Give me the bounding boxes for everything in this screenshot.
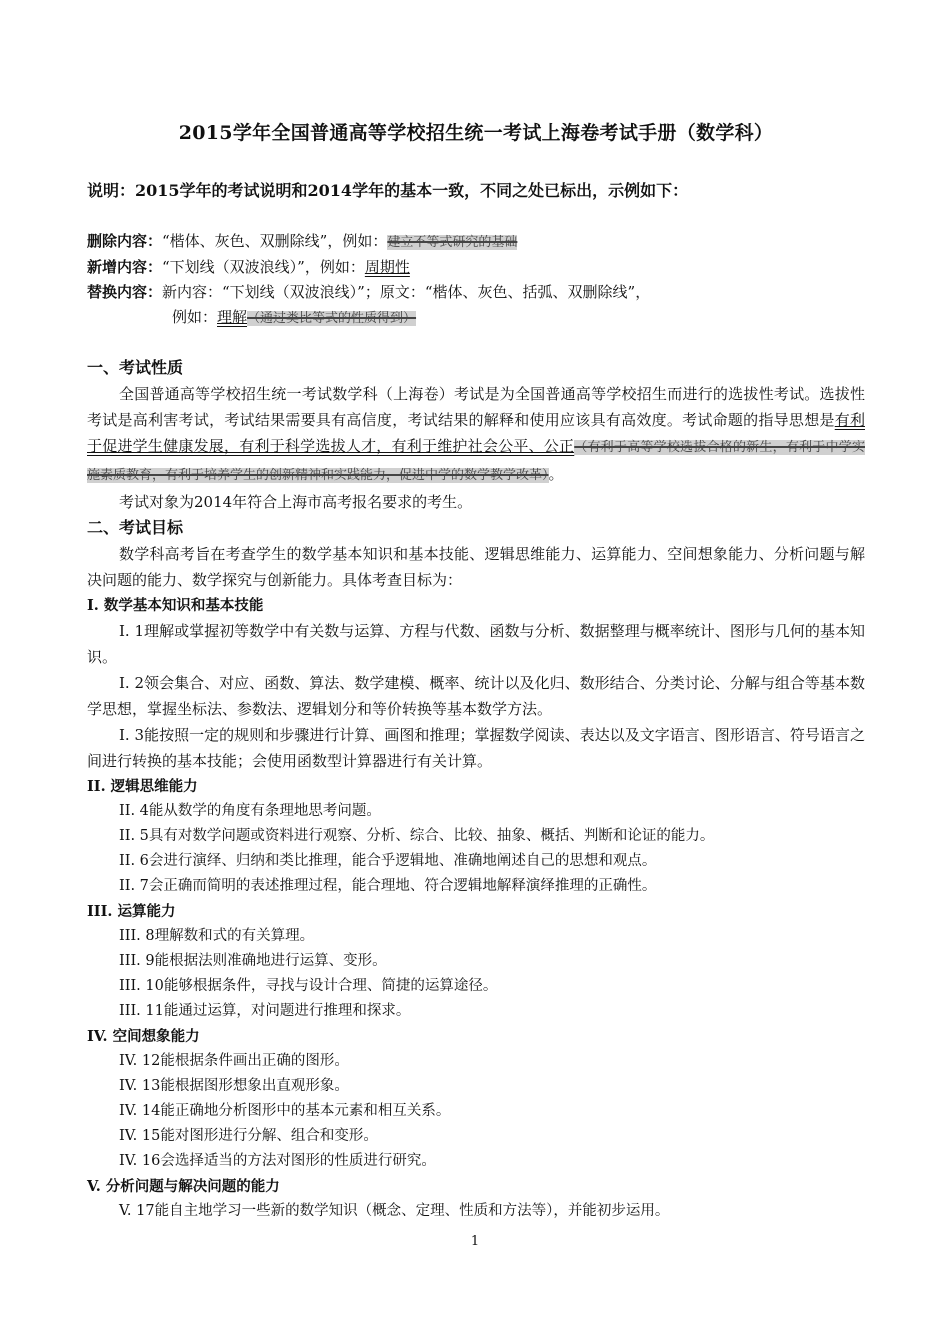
legend-replace-old: （通过类比等式的性质得到） — [247, 311, 417, 326]
goal-item-17: V. 17能自主地学习一些新的数学知识（概念、定理、性质和方法等），并能初步运用。 — [119, 1203, 670, 1219]
legend-add-label: 新增内容： — [87, 258, 163, 276]
goal-item-2: I. 2领会集合、对应、函数、算法、数学建模、概率、统计以及化归、数形结合、分类讨论、分解与组合等基本数学思想，掌握坐标法、参数法、逻辑划分和等价转换等基本数学方法。 — [87, 674, 865, 718]
section-heading-nature: 一、考试性质 — [87, 358, 184, 377]
markup-legend — [87, 229, 865, 331]
document-page — [87, 118, 865, 1224]
goal-group-2-title: II. 逻辑思维能力 — [87, 778, 198, 795]
goal-item-5: II. 5具有对数学问题或资料进行观察、分析、综合、比较、抽象、概括、判断和论证的能力。 — [119, 828, 715, 844]
goal-group-4-title: IV. 空间想象能力 — [87, 1028, 200, 1045]
nature-deleted-text: （有利于高等学校选拔合格的新生，有利于中学实施素质教育，有利于培养学生的创新精神和实践能力，促进中学的数学教学改革） — [87, 440, 865, 483]
legend-replace-label: 替换内容： — [87, 283, 163, 301]
legend-add-example: 周期性 — [364, 258, 410, 276]
legend-replace-new: 理解 — [217, 308, 248, 326]
goal-item-11: III. 11能通过运算，对问题进行推理和探求。 — [119, 1003, 411, 1019]
goal-group-5-title: V. 分析问题与解决问题的能力 — [87, 1178, 280, 1195]
goal-item-1: I. 1理解或掌握初等数学中有关数与运算、方程与代数、函数与分析、数据整理与概率统计、图形与几何的基本知识。 — [87, 622, 865, 666]
goal-item-16: IV. 16会选择适当的方法对图形的性质进行研究。 — [119, 1153, 436, 1169]
legend-replace-desc: 新内容：“下划线（双波浪线）”；原文：“楷体、灰色、括弧、双删除线”， — [162, 283, 651, 301]
goal-item-3: I. 3能按照一定的规则和步骤进行计算、画图和推理；掌握数学阅读、表达以及文字语言、图形语言、符号语言之间进行转换的基本技能；会使用函数型计算器进行有关计算。 — [87, 726, 865, 770]
goal-item-13: IV. 13能根据图形想象出直观形象。 — [119, 1078, 349, 1094]
goal-item-7: II. 7会正确而简明的表述推理过程，能合理地、符合逻辑地解释演绎推理的正确性。 — [119, 878, 657, 894]
nature-end: 。 — [548, 465, 564, 483]
legend-replace-example-row — [87, 305, 865, 331]
goal-item-8: III. 8理解数和式的有关算理。 — [119, 928, 315, 944]
page-number: 1 — [470, 1234, 480, 1249]
nature-new-text: 有利于促进学生健康发展，有利于科学选拔人才，有利于维护社会公平、公正 — [87, 411, 865, 455]
goal-item-6: II. 6会进行演绎、归纳和类比推理，能合乎逻辑地、准确地阐述自己的思想和观点。 — [119, 853, 657, 869]
goal-group-3-title: III. 运算能力 — [87, 903, 176, 920]
goal-item-12: IV. 12能根据条件画出正确的图形。 — [119, 1053, 349, 1069]
goal-item-15: IV. 15能对图形进行分解、组合和变形。 — [119, 1128, 378, 1144]
goal-item-14: IV. 14能正确地分析图形中的基本元素和相互关系。 — [119, 1103, 451, 1119]
legend-replace-prefix: 例如： — [172, 308, 218, 326]
nature-text: 全国普通高等学校招生统一考试数学科（上海卷）考试是为全国普通高等学校招生而进行的选拔性考试。选拔性考试是高利害考试，考试结果需要具有高信度，考试结果的解释和使用应该具有高效度。考试命题的指导思想是 — [87, 385, 865, 429]
section-goals-paragraph: 数学科高考旨在考查学生的数学基本知识和基本技能、逻辑思维能力、运算能力、空间想象能力、分析问题与解决问题的能力、数学探究与创新能力。具体考查目标为： — [87, 545, 865, 589]
goal-group-1-title: I. 数学基本知识和基本技能 — [87, 597, 264, 614]
document-title: 2015学年全国普通高等学校招生统一考试上海卷考试手册（数学科） — [178, 122, 774, 144]
section-nature-target: 考试对象为2014年符合上海市高考报名要求的考生。 — [119, 493, 473, 511]
legend-delete-label: 删除内容： — [87, 232, 163, 250]
intro-note: 说明：2015学年的考试说明和2014学年的基本一致，不同之处已标出，示例如下： — [87, 181, 689, 200]
legend-add — [87, 255, 865, 280]
legend-delete-example: 建立不等式研究的基础 — [387, 235, 518, 250]
legend-delete — [87, 229, 865, 255]
section-nature-paragraph — [87, 381, 865, 489]
goal-item-4: II. 4能从数学的角度有条理地思考问题。 — [119, 803, 381, 819]
section-heading-goals: 二、考试目标 — [87, 518, 184, 537]
goal-item-9: III. 9能根据法则准确地进行运算、变形。 — [119, 953, 387, 969]
legend-replace — [87, 280, 865, 305]
legend-add-desc: “下划线（双波浪线）”，例如： — [162, 258, 365, 276]
legend-delete-desc: “楷体、灰色、双删除线”，例如： — [162, 232, 388, 250]
goal-item-10: III. 10能够根据条件，寻找与设计合理、简捷的运算途径。 — [119, 978, 498, 994]
